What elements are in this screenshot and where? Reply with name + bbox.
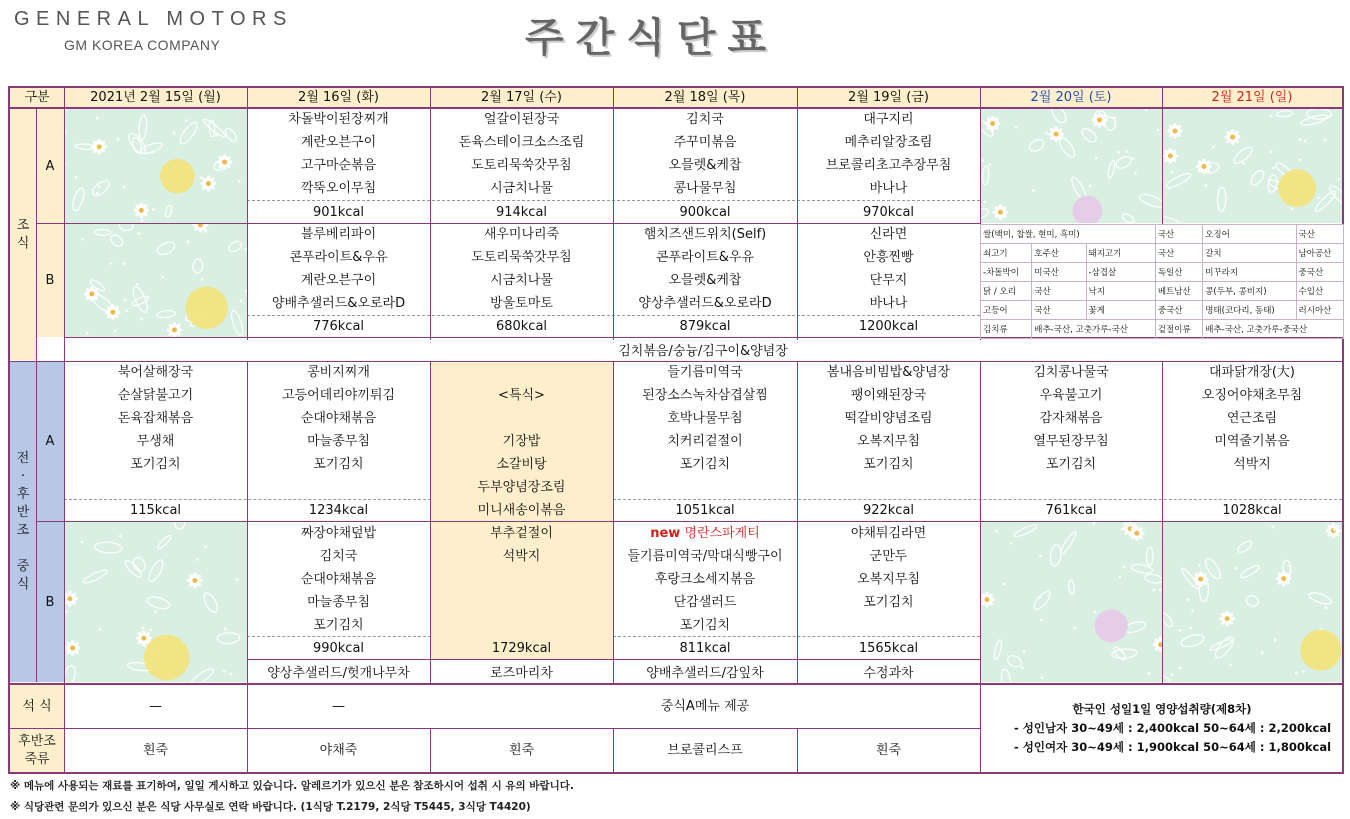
origin-cell: 러시아산 bbox=[1296, 301, 1343, 320]
origin-cell: 남아공산 bbox=[1296, 244, 1343, 263]
floral-pattern-image bbox=[980, 522, 1162, 682]
menu-item: 브로콜리초고추장무침 bbox=[825, 158, 952, 173]
kcal-value: 1051kcal bbox=[675, 503, 735, 518]
menu-item: 야채튀김라면 bbox=[850, 526, 927, 541]
origin-cell: 쌀(백미, 찹쌀, 현미, 흑미) bbox=[981, 225, 1156, 244]
day-mon: 2021년 2월 15일 (월) bbox=[64, 88, 247, 108]
new-badge: new bbox=[650, 526, 681, 541]
menu-item: 우육불고기 bbox=[1039, 388, 1103, 403]
menu-item: 포기김치 bbox=[863, 595, 914, 610]
kcal-value: 990kcal bbox=[312, 641, 365, 656]
menu-item: 포기김치 bbox=[679, 618, 731, 633]
origin-cell: 닭 / 오리 bbox=[981, 282, 1032, 301]
menu-item: 계란오븐구이 bbox=[300, 135, 377, 150]
origin-cell: 국산 bbox=[1155, 244, 1202, 263]
table-row bbox=[981, 225, 1344, 244]
menu-item: 연근조림 bbox=[1226, 411, 1278, 426]
kcal-value: 761kcal bbox=[1045, 503, 1097, 518]
origin-cell: 배추-국산, 고춧가루-중국산 bbox=[1203, 320, 1344, 339]
day-sun: 2월 21일 (일) bbox=[1162, 88, 1342, 108]
menu-item: 오징어야채초무침 bbox=[1201, 388, 1303, 403]
day-thu: 2월 18일 (목) bbox=[613, 88, 797, 108]
nutrition-male: - 성인남자 30~49세 : 2,400kcal 50~64세 : 2,200kcal bbox=[1014, 720, 1332, 735]
origin-cell: 미꾸라지 bbox=[1203, 263, 1296, 282]
lunch-b-fri bbox=[797, 522, 980, 614]
nutrition-female: - 성인여자 30~49세 : 1,900kcal 50~64세 : 1,800kcal bbox=[1014, 739, 1332, 754]
menu-item: 바나나 bbox=[869, 296, 908, 311]
origin-cell: 꽃게 bbox=[1086, 301, 1155, 320]
menu-item: 오복지무침 bbox=[857, 434, 920, 449]
day-wed: 2월 17일 (수) bbox=[430, 88, 613, 108]
menu-item: 순살닭불고기 bbox=[117, 388, 194, 403]
kcal-value: 1200kcal bbox=[858, 319, 919, 334]
origin-cell: 국산 bbox=[1155, 225, 1202, 244]
floral-pattern-image bbox=[1162, 109, 1342, 223]
table-row bbox=[981, 282, 1344, 301]
origin-cell: -삼겹살 bbox=[1086, 263, 1155, 282]
menu-item: 미역줄기볶음 bbox=[1214, 434, 1290, 449]
menu-item: 단감샐러드 bbox=[673, 595, 737, 610]
menu-item: 대파닭개장(大) bbox=[1209, 365, 1295, 380]
origin-cell: 중국산 bbox=[1296, 263, 1343, 282]
menu-item: 떡갈비양념조림 bbox=[844, 411, 933, 426]
origin-cell: 국산 bbox=[1032, 301, 1086, 320]
lunch-b-label: B bbox=[36, 522, 64, 682]
kcal-value: 1028kcal bbox=[1222, 503, 1282, 518]
kcal-value: 879kcal bbox=[679, 319, 731, 334]
kcal-value: 1565kcal bbox=[858, 641, 919, 656]
logo-line1: GENERAL MOTORS bbox=[14, 8, 293, 30]
drink-item: 양상추샐러드/헛개나무차 bbox=[267, 666, 410, 681]
section-lunch: 전 · 후 반 조 중 식 bbox=[10, 362, 36, 682]
menu-item: 새우미나리죽 bbox=[483, 227, 560, 242]
menu-item: 방울토마토 bbox=[490, 296, 553, 311]
kcal-value: 776kcal bbox=[312, 319, 365, 334]
gm-logo bbox=[14, 8, 309, 58]
floral-pattern-image bbox=[64, 522, 247, 682]
menu-item: 블루베리파이 bbox=[300, 227, 377, 242]
breakfast-b-wed bbox=[430, 223, 613, 315]
menu-item: 단무지 bbox=[869, 273, 908, 288]
kcal-value: 900kcal bbox=[679, 204, 731, 220]
menu-item: 순대야채볶음 bbox=[300, 572, 377, 587]
menu-item: 양상추샐러드&오로라D bbox=[638, 296, 772, 311]
menu-item: 시금치나물 bbox=[490, 181, 553, 196]
porridge-tue: 야채죽 bbox=[319, 743, 358, 758]
breakfast-b-label: B bbox=[36, 224, 64, 337]
floral-pattern-image bbox=[1162, 522, 1342, 682]
menu-item: 얼갈이된장국 bbox=[483, 112, 560, 127]
footer-note: ※ 식당관련 문의가 있으신 분은 식당 사무실로 연락 바랍니다. (1식당 T.2179, 2식당 T5445, 3식당 T4420) bbox=[10, 801, 531, 813]
divider bbox=[36, 109, 37, 682]
menu-item: 두부양념장조림 bbox=[477, 480, 566, 495]
menu-item: 석박지 bbox=[1233, 457, 1271, 472]
menu-item: 대구지리 bbox=[863, 112, 914, 127]
breakfast-a-thu bbox=[613, 108, 797, 200]
menu-item: 군만두 bbox=[869, 549, 908, 564]
origin-cell: 명태(코다리, 동태) bbox=[1203, 301, 1296, 320]
menu-item: 북어살해장국 bbox=[117, 365, 194, 380]
menu-item: 햄치즈샌드위치(Self) bbox=[643, 227, 767, 242]
day-sat: 2월 20일 (토) bbox=[980, 88, 1162, 108]
origin-cell: 중국산 bbox=[1155, 301, 1202, 320]
origin-cell: 호주산 bbox=[1032, 244, 1086, 263]
menu-item: 팽이왜된장국 bbox=[850, 388, 927, 403]
menu-item: 후랑크소세지볶음 bbox=[654, 572, 756, 587]
menu-item: 메추리알장조림 bbox=[844, 135, 933, 150]
column-label: 구분 bbox=[10, 88, 64, 108]
porridge-mon: 흰죽 bbox=[142, 743, 169, 758]
lunch-a-mon bbox=[64, 361, 247, 476]
origin-table bbox=[980, 224, 1344, 337]
menu-item: 된장소스녹차삼겹살찜 bbox=[642, 388, 768, 403]
menu-item: 무생채 bbox=[136, 434, 175, 449]
menu-item: 순대야채볶음 bbox=[300, 411, 377, 426]
menu-item: 콘푸라이트&우유 bbox=[289, 250, 388, 265]
kcal-value: 115kcal bbox=[129, 503, 182, 518]
porridge-thu: 브로콜리스프 bbox=[667, 743, 743, 758]
origin-cell: 돼지고기 bbox=[1086, 244, 1155, 263]
origin-cell: 국산 bbox=[1032, 282, 1086, 301]
menu-item: 오믈렛&케찹 bbox=[668, 158, 742, 173]
menu-item: 부추겉절이 bbox=[490, 526, 553, 541]
menu-item: 안흥찐빵 bbox=[863, 250, 914, 265]
new-item-label: 명란스파게티 bbox=[684, 526, 760, 541]
origin-cell: 독일산 bbox=[1155, 263, 1202, 282]
menu-item: 돈육스테이크소스조림 bbox=[458, 135, 585, 150]
nutrition-info bbox=[980, 684, 1344, 772]
kcal-value: 970kcal bbox=[862, 204, 915, 220]
table-row bbox=[981, 244, 1344, 263]
breakfast-b-tue bbox=[247, 223, 430, 315]
menu-item: 마늘종무침 bbox=[307, 595, 370, 610]
breakfast-common-sides: 김치볶음/숭늉/김구이&양념장 bbox=[618, 344, 788, 359]
origin-cell: 콩(두부, 콩비지) bbox=[1203, 282, 1296, 301]
drink-item: 수정과차 bbox=[863, 666, 914, 681]
floral-pattern-image bbox=[64, 224, 247, 337]
menu-item-new bbox=[650, 522, 760, 545]
menu-item: 양배추샐러드&오로라D bbox=[271, 296, 406, 311]
origin-cell: -차돌박이 bbox=[981, 263, 1032, 282]
special-meal bbox=[430, 384, 613, 568]
menu-item: 열무된장무침 bbox=[1033, 434, 1109, 449]
menu-item: 들기름미역국 bbox=[667, 365, 743, 380]
menu-item: 봄내음비빔밥&양념장 bbox=[826, 365, 951, 380]
section-dinner: 석 식 bbox=[10, 684, 64, 728]
origin-cell: 국산 bbox=[1296, 225, 1343, 244]
menu-item: 포기김치 bbox=[130, 457, 181, 472]
origin-cell: 수입산 bbox=[1296, 282, 1343, 301]
table-row bbox=[981, 263, 1344, 282]
table-row bbox=[981, 320, 1344, 339]
lunch-a-label: A bbox=[36, 362, 64, 521]
lunch-b-thu bbox=[613, 522, 797, 637]
kcal-value: 1234kcal bbox=[308, 503, 369, 518]
menu-item: 신라면 bbox=[869, 227, 908, 242]
breakfast-b-fri bbox=[797, 223, 980, 315]
menu-item: 포기김치 bbox=[313, 457, 364, 472]
menu-item: 깍뚝오이무침 bbox=[300, 181, 377, 196]
lunch-a-sun bbox=[1162, 361, 1342, 476]
porridge-wed: 흰죽 bbox=[508, 743, 535, 758]
breakfast-a-label: A bbox=[36, 109, 64, 223]
menu-item: 짜장야채덮밥 bbox=[300, 526, 377, 541]
menu-item: 바나나 bbox=[869, 181, 908, 196]
menu-item: 치커리겉절이 bbox=[667, 434, 743, 449]
kcal-value: 901kcal bbox=[312, 204, 365, 220]
origin-cell: 베트남산 bbox=[1155, 282, 1202, 301]
drink-item: 로즈마리차 bbox=[490, 666, 553, 681]
menu-item: 고등어데리야끼튀김 bbox=[281, 388, 396, 403]
page-title: 주간식단표 bbox=[525, 15, 779, 61]
menu-item: 포기김치 bbox=[313, 618, 364, 633]
section-breakfast: 조 식 bbox=[10, 109, 36, 360]
floral-pattern-image bbox=[980, 109, 1162, 223]
dinner-mon: — bbox=[149, 699, 162, 714]
day-tue: 2월 16일 (화) bbox=[247, 88, 430, 108]
lunch-a-tue bbox=[247, 361, 430, 476]
menu-item: 소갈비탕 bbox=[496, 457, 547, 472]
lunch-a-sat bbox=[980, 361, 1162, 476]
menu-item: 호박나물무침 bbox=[667, 411, 743, 426]
kcal-value: 1729kcal bbox=[491, 641, 552, 656]
kcal-value: 680kcal bbox=[495, 319, 548, 334]
menu-item: 콩나물무침 bbox=[673, 181, 737, 196]
breakfast-b-thu bbox=[613, 223, 797, 315]
menu-item: 포기김치 bbox=[863, 457, 914, 472]
origin-cell: 갈치 bbox=[1203, 244, 1296, 263]
menu-item: 기장밥 bbox=[502, 434, 541, 449]
table-row bbox=[981, 301, 1344, 320]
breakfast-a-tue bbox=[247, 108, 430, 200]
origin-cell: 김치류 bbox=[981, 320, 1032, 339]
menu-item: 콩비지찌개 bbox=[307, 365, 370, 380]
special-label: <특식> bbox=[498, 388, 545, 403]
menu-item: 시금치나물 bbox=[490, 273, 553, 288]
dinner-tue: — bbox=[332, 699, 345, 714]
divider bbox=[1162, 88, 1163, 224]
menu-item: 감자채볶음 bbox=[1039, 411, 1103, 426]
menu-item: 오복지무침 bbox=[857, 572, 920, 587]
menu-item: 계란오븐구이 bbox=[300, 273, 377, 288]
menu-item: 도토리묵쑥갓무침 bbox=[471, 158, 572, 173]
porridge-fri: 흰죽 bbox=[875, 743, 902, 758]
menu-item: 고구마순볶음 bbox=[300, 158, 377, 173]
menu-item: 김치콩나물국 bbox=[1033, 365, 1109, 380]
menu-item: 마늘종무침 bbox=[307, 434, 370, 449]
nutrition-title: 한국인 성일1일 영양섭취량(제8차) bbox=[1072, 701, 1252, 716]
floral-pattern-image bbox=[64, 109, 247, 223]
logo-line2: GM KOREA COMPANY bbox=[64, 37, 221, 53]
footer-note: ※ 메뉴에 사용되는 재료를 표기하여, 일일 게시하고 있습니다. 알레르기가 있으신 분은 참조하시어 섭취 시 유의 바랍니다. bbox=[10, 780, 574, 792]
lunch-b-tue bbox=[247, 522, 430, 637]
menu-item: 미니새송이볶음 bbox=[477, 503, 566, 518]
origin-cell: 낙지 bbox=[1086, 282, 1155, 301]
origin-cell: 고등어 bbox=[981, 301, 1032, 320]
menu-item: 도토리묵쑥갓무침 bbox=[471, 250, 572, 265]
kcal-value: 811kcal bbox=[679, 641, 731, 656]
menu-item: 주꾸미볶음 bbox=[673, 135, 737, 150]
origin-cell: 배추-국산, 고춧가루-국산 bbox=[1032, 320, 1156, 339]
origin-cell: 겉절이류 bbox=[1155, 320, 1202, 339]
origin-cell: 미국산 bbox=[1032, 263, 1086, 282]
menu-item: 김치국 bbox=[686, 112, 724, 127]
menu-item: 돈육잡채볶음 bbox=[117, 411, 194, 426]
menu-item: 콘푸라이트&우유 bbox=[655, 250, 755, 265]
menu-item: 포기김치 bbox=[679, 457, 731, 472]
lunch-a-fri bbox=[797, 361, 980, 476]
kcal-value: 914kcal bbox=[495, 204, 548, 220]
dinner-rest: 중식A메뉴 제공 bbox=[660, 699, 750, 714]
menu-item: 석박지 bbox=[502, 549, 541, 564]
menu-item: 포기김치 bbox=[1045, 457, 1097, 472]
breakfast-a-fri bbox=[797, 108, 980, 200]
menu-item: 오믈렛&케찹 bbox=[668, 273, 742, 288]
lunch-a-thu bbox=[613, 361, 797, 476]
menu-item: 차돌박이된장찌개 bbox=[288, 112, 389, 127]
origin-cell: 오징어 bbox=[1203, 225, 1296, 244]
kcal-value: 922kcal bbox=[862, 503, 915, 518]
breakfast-a-wed bbox=[430, 108, 613, 200]
menu-item: 김치국 bbox=[319, 549, 358, 564]
drink-item: 양배추샐러드/감잎차 bbox=[646, 666, 764, 681]
day-fri: 2월 19일 (금) bbox=[797, 88, 980, 108]
origin-cell: 쇠고기 bbox=[981, 244, 1032, 263]
section-porridge: 후반조 죽류 bbox=[10, 729, 64, 772]
menu-item: 들기름미역국/막대식빵구이 bbox=[627, 549, 783, 564]
